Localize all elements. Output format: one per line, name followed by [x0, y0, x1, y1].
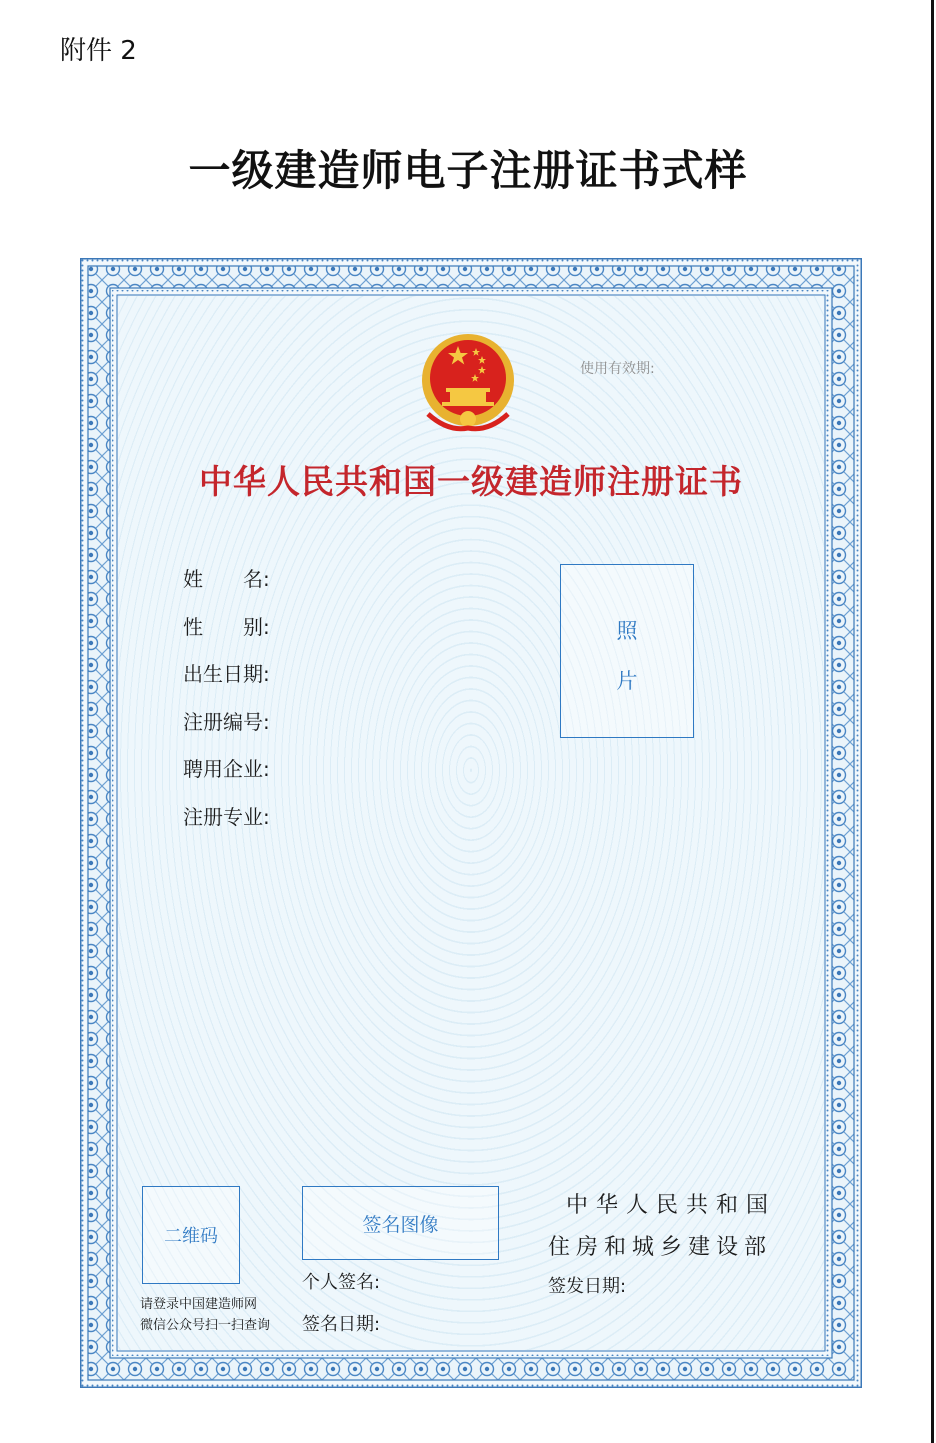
signature-image-placeholder [302, 1186, 499, 1260]
field-employer: 聘用企业: [183, 757, 270, 781]
qr-note-line2: 微信公众号扫一扫查询 [140, 1318, 271, 1333]
signature-image-label: 签名图像 [362, 1213, 439, 1236]
personal-signature-label: 个人签名: [302, 1272, 381, 1293]
issue-date-label: 签发日期: [548, 1276, 627, 1297]
validity-period-label: 使用有效期: [580, 361, 655, 377]
qr-code-placeholder [142, 1186, 240, 1284]
attachment-label: 附件 2 [60, 36, 137, 66]
certificate [80, 258, 862, 1388]
photo-label-line2: 片 [616, 669, 638, 693]
certificate-fields [183, 563, 270, 848]
field-registered-specialty: 注册专业: [183, 804, 270, 829]
issuer-line1: 中华人民共和国 [566, 1193, 777, 1218]
page-edge-line [931, 0, 934, 1443]
field-gender: 性 别: [183, 614, 270, 639]
issuer-line2: 住房和城乡建设部 [548, 1235, 773, 1260]
certificate-title: 中华人民共和国一级建造师注册证书 [199, 462, 743, 501]
field-birth-date: 出生日期: [183, 662, 270, 686]
signature-date-label: 签名日期: [302, 1314, 381, 1335]
photo-label-line1: 照 [616, 619, 638, 643]
qr-code-label: 二维码 [164, 1226, 218, 1247]
national-emblem-icon [418, 332, 518, 436]
document-title: 一级建造师电子注册证书式样 [188, 146, 748, 195]
qr-note-line1: 请登录中国建造师网 [140, 1297, 258, 1312]
field-registration-number: 注册编号: [183, 709, 270, 734]
field-name: 姓 名: [183, 567, 270, 591]
photo-placeholder [560, 564, 694, 738]
